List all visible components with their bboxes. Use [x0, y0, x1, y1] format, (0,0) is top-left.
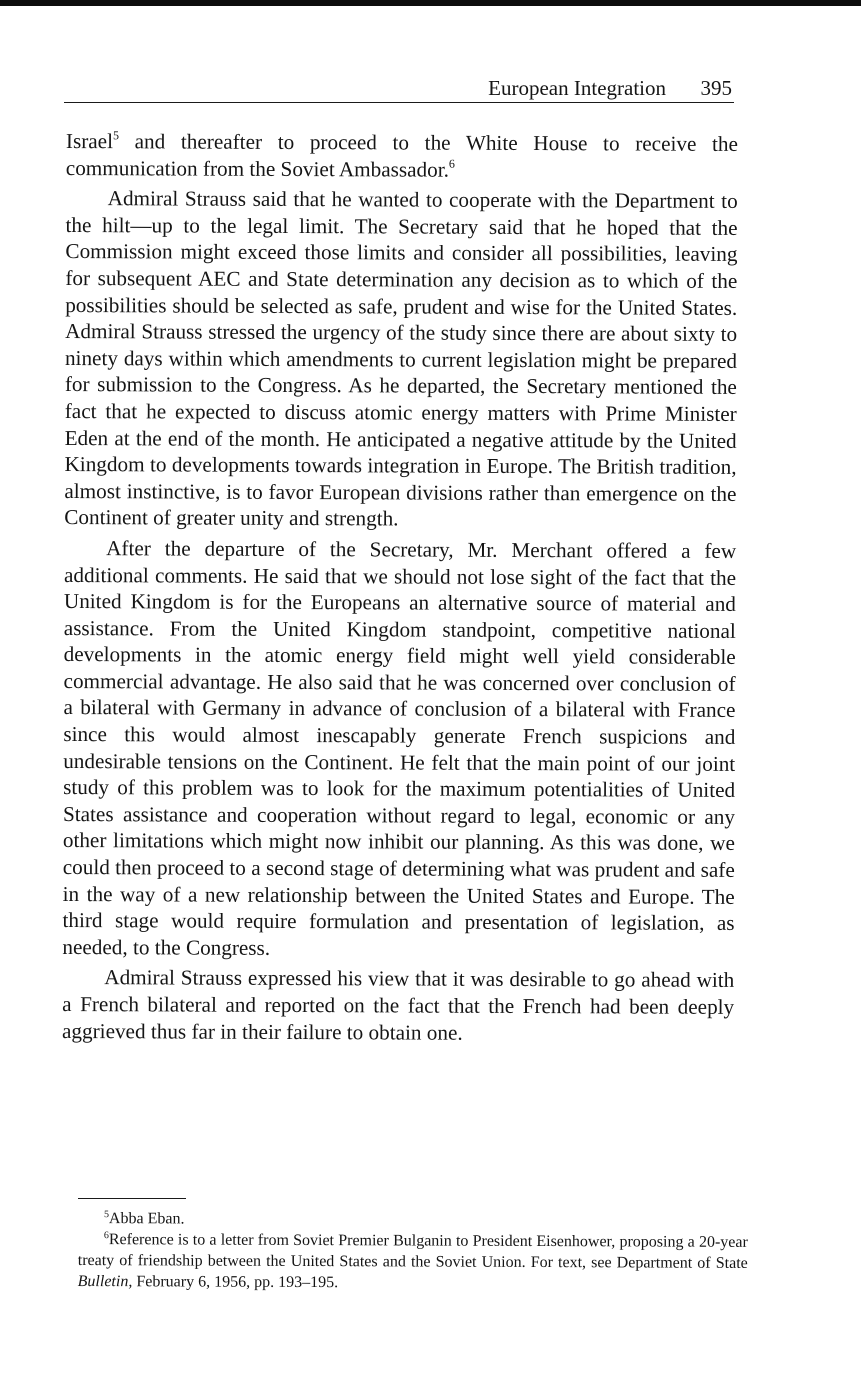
footnote-6	[78, 1229, 748, 1295]
footnote-6-text-end: February 6, 1956, pp. 193–195.	[132, 1273, 339, 1292]
running-head	[64, 76, 734, 103]
footnote-5-marker: 5	[103, 1209, 109, 1221]
footnote-ref-5: 5	[113, 128, 120, 143]
footnote-6-publication: Bulletin,	[77, 1272, 133, 1291]
footnote-6-marker: 6	[103, 1230, 109, 1242]
footnote-5-text: Abba Eban.	[108, 1210, 185, 1228]
paragraph-1	[66, 128, 738, 184]
body-text	[62, 128, 738, 1047]
footnote-6-text: Reference is to a letter from Soviet Premier Bulganin to President Eisenhower, proposing a 20-year treaty of friendship between the United States and the Soviet Union. For text, see Department of State	[77, 1231, 748, 1272]
footnotes	[78, 1208, 748, 1295]
paragraph-2: Admiral Strauss said that he wanted to cooperate with the Department to the hilt—up to the legal limit. The Secretary said that he hoped that the Commission might exceed those limits and consider all possibilities, leaving for subsequent AEC and State determination any decision as to which of the possibilities should be selected as safe, prudent and wise for the United States. Admiral Strauss stressed the urgency of the study since there are about sixty to ninety days within which amendments to current legislation might be prepared for submission to the Congress. As he departed, the Secretary mentioned the fact that he expected to discuss atomic energy matters with Prime Minister Eden at the end of the month. He anticipated a negative attitude by the United Kingdom to developments towards integration in Europe. The British tradition, almost instinctive, is to favor European divisions rather than emergence on the Continent of greater unity and strength.	[64, 186, 738, 531]
scan-top-edge	[0, 0, 861, 6]
footnote-ref-6: 6	[448, 156, 455, 171]
paragraph-1-rest: and thereafter to proceed to the White House to receive the communication from the Soviet Ambassador.	[65, 129, 738, 182]
paragraph-4: Admiral Strauss expressed his view that it was desirable to go ahead with a French bilateral and reported on the fact that the French had been deeply aggrieved thus far in their failure to obtain one.	[62, 965, 735, 1045]
running-head-title: European Integration	[488, 76, 666, 100]
page-number: 395	[700, 76, 732, 100]
footnote-5	[78, 1208, 748, 1232]
paragraph-3: After the departure of the Secretary, Mr. Merchant offered a few additional comments. He said that we should not lose sight of the fact that the United Kingdom is for the Europeans an alternative source of material and assistance. From the United Kingdom standpoint, competitive national developments in the atomic energy field might well yield considerable commercial advantage. He also said that he was concerned over conclusion of a bilateral with Germany in advance of conclusion of a bilateral with France since this would almost inescapably generate French suspicions and undesirable tensions on the Continent. He felt that the main point of our joint study of this problem was to look for the maximum potentialities of United States assistance and cooperation without regard to legal, economic or any other limitations which might now inhibit our planning. As this was done, we could then proceed to a second stage of determining what was prudent and safe in the way of a new relationship between the United States and Europe. The third stage would require formulation and presentation of legislation, as needed, to the Congress.	[62, 536, 737, 960]
paragraph-1-start: Israel	[65, 128, 114, 154]
footnote-rule	[78, 1198, 186, 1199]
